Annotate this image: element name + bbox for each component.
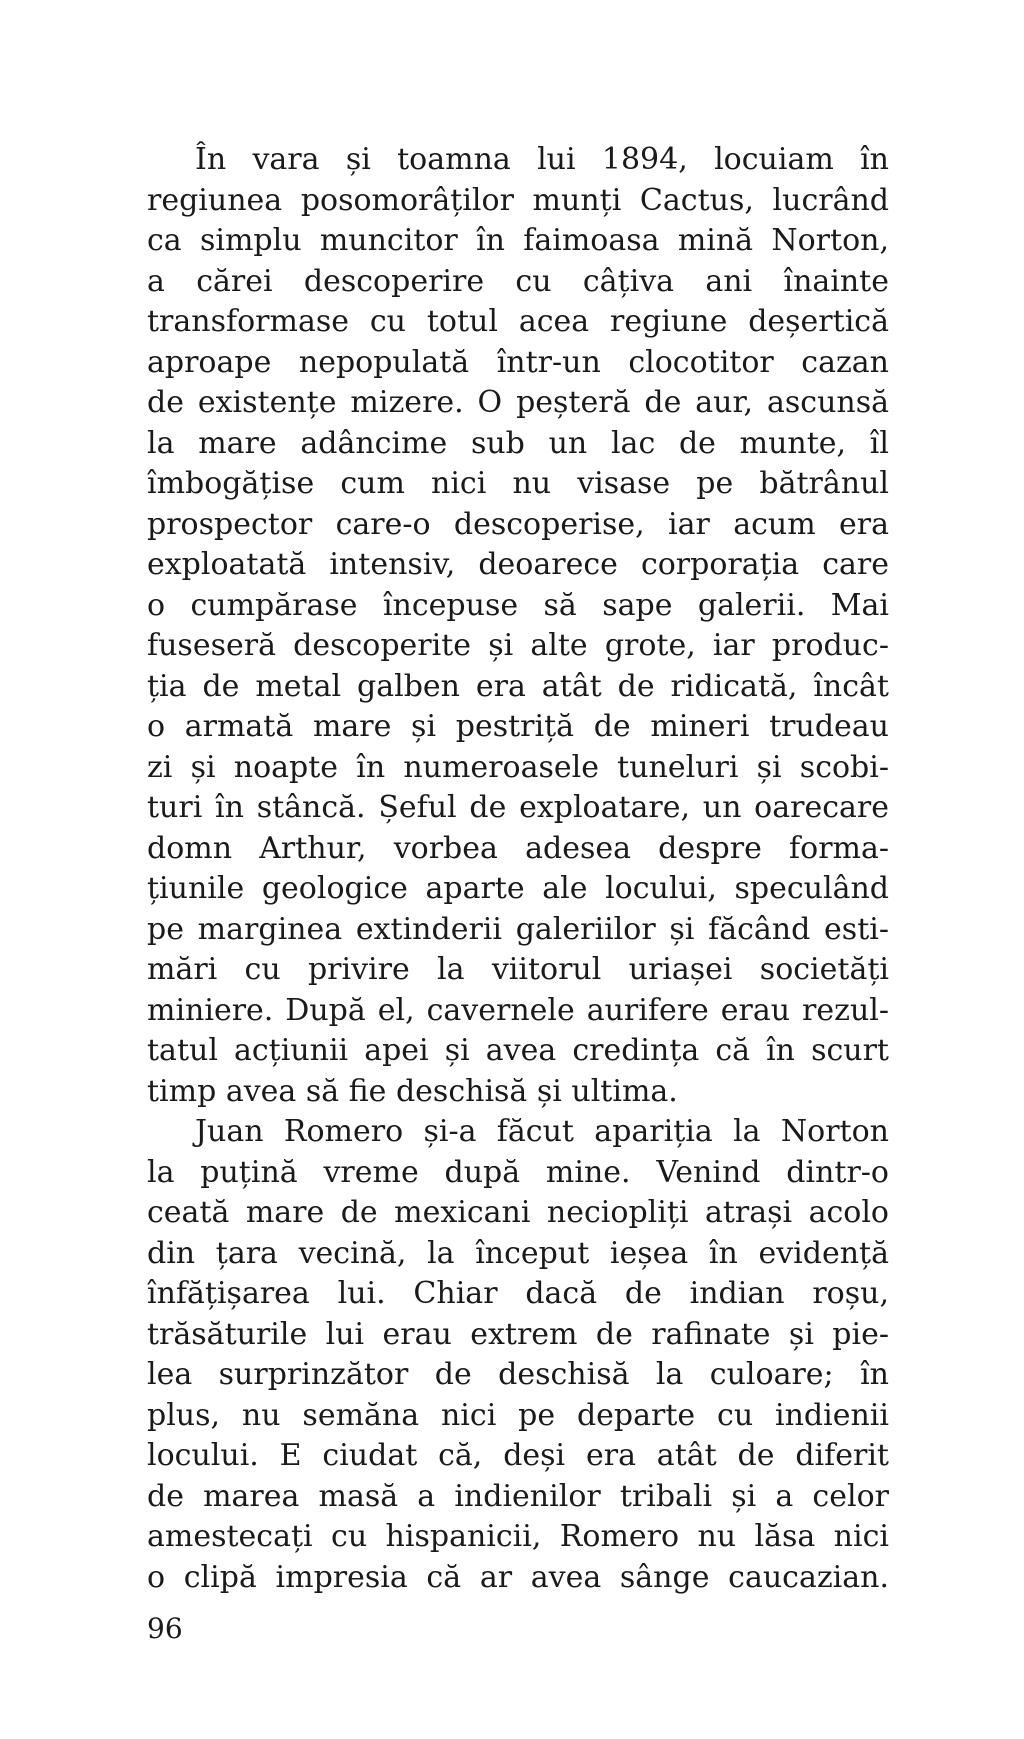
text-line: ceată mare de mexicani neciopliți atrași acolo <box>147 1195 889 1230</box>
page-number: 96 <box>147 1612 183 1645</box>
text-line: o armată mare și pestriță de mineri trudeau <box>147 709 889 744</box>
text-line: o cumpărase începuse să sape galerii. Mai <box>147 587 889 623</box>
text-line: din țara vecină, la început ieșea în evidență <box>147 1235 889 1271</box>
text-line: tatul acțiunii apei și avea credința că în scurt <box>147 1033 889 1068</box>
text-line: ca simplu muncitor în faimoasa mină Norton, <box>147 223 889 258</box>
text-line: ția de metal galben era atât de ridicată, încât <box>147 668 889 704</box>
text-line: lea surprinzător de deschisă la culoare; în <box>147 1357 889 1392</box>
text-line: fuseseră descoperite și alte grote, iar produc- <box>147 628 889 663</box>
text-line: În vara și toamna lui 1894, locuiam în <box>195 142 889 177</box>
text-line: de existențe mizere. O peșteră de aur, ascunsă <box>147 385 889 420</box>
text-line: îmbogățise cum nici nu visase pe bătrânul <box>147 466 889 501</box>
text-line: de marea masă a indienilor tribali și a celor <box>147 1478 889 1514</box>
text-line: zi și noapte în numeroasele tuneluri și scobi- <box>147 749 889 785</box>
text-line: la puțină vreme după mine. Venind dintr-o <box>147 1154 889 1190</box>
text-line: plus, nu semăna nici pe departe cu indienii <box>147 1397 889 1433</box>
text-line: prospector care-o descoperise, iar acum era <box>147 506 889 542</box>
text-line: amestecați cu hispanicii, Romero nu lăsa nici <box>147 1519 889 1554</box>
body-text <box>147 140 889 1598</box>
text-line: miniere. După el, cavernele aurifere erau rezul- <box>147 992 889 1028</box>
text-line: pe marginea extinderii galeriilor și făcând esti- <box>147 911 889 947</box>
text-line: transformase cu totul acea regiune deșertică <box>147 304 889 339</box>
text-line: domn Arthur, vorbea adesea despre forma- <box>147 830 889 866</box>
text-line: trăsăturile lui erau extrem de rafinate și pie- <box>147 1316 889 1352</box>
text-line: înfățișarea lui. Chiar dacă de indian roșu, <box>147 1276 889 1311</box>
text-line: mări cu privire la viitorul uriașei societăți <box>147 952 889 987</box>
text-line: Juan Romero și-a făcut apariția la Norton <box>195 1114 889 1149</box>
text-line: aproape nepopulată într-un clocotitor cazan <box>147 344 889 380</box>
text-line: a cărei descoperire cu câțiva ani înainte <box>147 263 889 299</box>
text-line: regiunea posomorâților munți Cactus, lucrând <box>147 182 889 218</box>
text-line: la mare adâncime sub un lac de munte, îl <box>147 425 889 461</box>
text-line: o clipă impresia că ar avea sânge caucazian. <box>147 1559 889 1595</box>
text-line: țiunile geologice aparte ale locului, speculând <box>147 871 889 906</box>
text-line: turi în stâncă. Șeful de exploatare, un oarecare <box>147 790 889 825</box>
text-line: timp avea să fie deschisă și ultima. <box>147 1073 678 1109</box>
text-line: exploatată intensiv, deoarece corporația care <box>147 547 889 582</box>
text-line: locului. E ciudat că, deși era atât de diferit <box>147 1438 889 1473</box>
